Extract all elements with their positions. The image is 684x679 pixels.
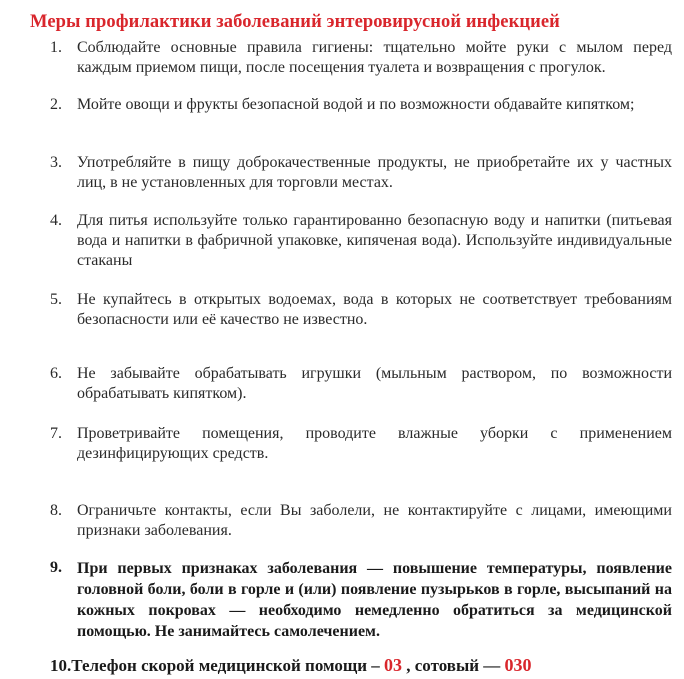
item-text: Ограничьте контакты, если Вы заболели, не контактируйте с лицами, имеющими признаки заболевания. (77, 502, 672, 539)
item-text: Соблюдайте основные правила гигиены: тщательно мойте руки с мылом перед каждым приемом пищи, после посещения туалета и возвращения с прогулок. (77, 39, 672, 76)
item-number: 5. (50, 291, 62, 308)
page-title: Меры профилактики заболеваний энтеровирусной инфекцией (30, 12, 560, 32)
item-text: Употребляйте в пищу доброкачественные продукты, не приобретайте их у частных лиц, в не установленных для торговли местах. (77, 154, 672, 191)
item-text: При первых признаках заболевания — повышение температуры, появление головной боли, боли в горле и (или) появление пузырьков в горле, высыпаний на кожных покровах — необходимо немедленно обратиться за медицинской помощью. Не занимайтесь самолечением. (77, 560, 672, 640)
item-text: Не купайтесь в открытых водоемах, вода в которых не соответствует требованиям безопасности или её качество не известно. (77, 291, 672, 328)
list-item (50, 95, 672, 115)
item-number: 1. (50, 39, 62, 56)
item-number: 8. (50, 502, 62, 519)
phone-line (50, 655, 532, 676)
list-item (50, 290, 672, 330)
item-text: Проветривайте помещения, проводите влажные уборки с применением дезинфицирующих средств. (77, 425, 672, 462)
list-item (50, 153, 672, 193)
phone-label: 10.Телефон скорой медицинской помощи – (50, 656, 385, 675)
item-text: Мойте овощи и фрукты безопасной водой и по возможности обдавайте кипятком; (77, 96, 635, 113)
item-number: 7. (50, 425, 62, 442)
list-item (50, 558, 672, 642)
item-number: 4. (50, 212, 62, 229)
mobile-number: 030 (504, 655, 532, 675)
list-item (50, 364, 672, 404)
item-number: 9. (50, 559, 62, 576)
list-item (50, 501, 672, 541)
mobile-label: , сотовый — (402, 656, 505, 675)
list-item (50, 211, 672, 271)
list-item (50, 424, 672, 464)
item-text: Не забывайте обрабатывать игрушки (мыльным раствором, по возможности обрабатывать кипятком). (77, 365, 672, 402)
item-number: 2. (50, 96, 62, 113)
item-number: 6. (50, 365, 62, 382)
item-text: Для питья используйте только гарантированно безопасную воду и напитки (питьевая вода и напитки в фабричной упаковке, кипяченая вода). Используйте индивидуальные стаканы (77, 212, 672, 269)
list-item (50, 38, 672, 78)
item-number: 3. (50, 154, 62, 171)
ambulance-number: 03 (384, 655, 403, 675)
